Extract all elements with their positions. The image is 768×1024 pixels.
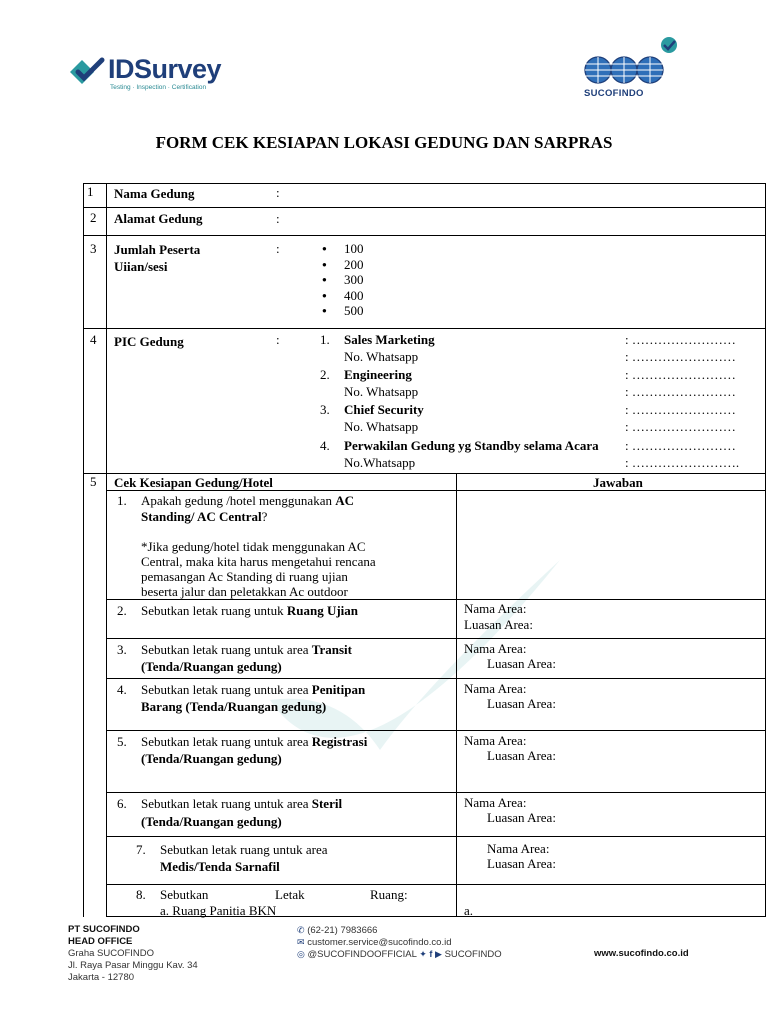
footer-website[interactable]: www.sucofindo.co.id [594, 948, 689, 959]
email-icon: ✉ [297, 937, 305, 947]
footer-phone: ✆ (62-21) 7983666 [297, 925, 378, 936]
question-number: 4. [117, 682, 127, 697]
row-number: 4 [90, 332, 97, 347]
pic-item-number: 2. [320, 367, 330, 382]
question-note: *Jika gedung/hotel tidak menggunakan AC [141, 539, 366, 554]
row-label-jumlah-peserta: Jumlah Peserta [114, 242, 201, 257]
facebook-icon: f [429, 949, 433, 959]
row-colon: : [276, 185, 280, 200]
answer-subitem[interactable]: a. [464, 903, 474, 918]
row-label-pic-gedung: PIC Gedung [114, 334, 184, 349]
participant-option: 100 [344, 241, 364, 256]
youtube-icon: ▶ [435, 949, 442, 959]
question-number: 7. [136, 842, 146, 857]
pic-item-dots: : …………………… [625, 419, 736, 434]
row-label-uiian-sesi: Uiian/sesi [114, 259, 168, 274]
question-text: Ruang: [370, 887, 408, 902]
question-text: Sebutkan letak ruang untuk area Steril [141, 796, 343, 811]
idsurvey-wordmark: IDSurvey [108, 54, 222, 84]
row-divider [106, 730, 766, 731]
question-text: Barang (Tenda/Ruangan gedung) [141, 699, 327, 714]
question-text: Sebutkan letak ruang untuk area Registrasi [141, 734, 368, 749]
pic-item-number: 3. [320, 402, 330, 417]
question-text: Sebutkan [160, 887, 209, 902]
pic-item-dots: : …………………… [625, 332, 736, 347]
row-label-nama-gedung: Nama Gedung [114, 186, 195, 201]
answer-luasan-area[interactable]: Luasan Area: [487, 810, 556, 825]
pic-item-dots: : …………………… [625, 402, 736, 417]
row-divider [106, 599, 766, 600]
pic-item-dots: : …………………… [625, 349, 736, 364]
pic-item-title: Chief Security [344, 402, 424, 417]
question-note: Central, maka kita harus mengetahui rencana [141, 554, 376, 569]
row-number: 1 [87, 184, 94, 199]
row-colon: : [276, 332, 280, 347]
twitter-icon: ✦ [419, 949, 427, 959]
footer-address: Jakarta - 12780 [68, 972, 135, 983]
bullet-icon: ● [322, 291, 327, 300]
answer-luasan-area[interactable]: Luasan Area: [487, 856, 556, 871]
question-text: Sebutkan letak ruang untuk area [160, 842, 328, 857]
pic-item-dots: : …………………… [625, 438, 736, 453]
pic-item-dots: : ……………………. [625, 455, 740, 470]
answer-nama-area[interactable]: Nama Area: [487, 841, 550, 856]
row-divider [83, 207, 766, 208]
question-text: Medis/Tenda Sarnafil [160, 859, 280, 874]
pic-item-title: Sales Marketing [344, 332, 435, 347]
row-number: 2 [90, 210, 97, 225]
pic-item-dots: : …………………… [625, 367, 736, 382]
row-colon: : [276, 241, 280, 256]
question-text: Sebutkan letak ruang untuk Ruang Ujian [141, 603, 359, 618]
row-divider [106, 490, 766, 491]
question-number: 2. [117, 603, 127, 618]
pic-item-whatsapp: No. Whatsapp [344, 349, 419, 364]
answer-nama-area[interactable]: Nama Area: [464, 795, 527, 810]
answer-luasan-area[interactable]: Luasan Area: [487, 696, 556, 711]
bullet-icon: ● [322, 275, 327, 284]
idsurvey-mark-icon [68, 56, 106, 88]
question-note: pemasangan Ac Standing di ruang ujian [141, 569, 348, 584]
pic-item-whatsapp: No.Whatsapp [344, 455, 416, 470]
question-text: Sebutkan letak ruang untuk area Transit [141, 642, 352, 657]
answer-nama-area[interactable]: Nama Area: [464, 601, 527, 616]
footer-social: ◎ @SUCOFINDOOFFICIAL ✦ f ▶ SUCOFINDO [297, 949, 502, 960]
participant-option: 200 [344, 257, 364, 272]
sucofindo-globe-icon [584, 50, 664, 90]
question-subitem: a. Ruang Panitia BKN [160, 903, 277, 918]
idsurvey-tagline: Testing · Inspection · Certification [110, 84, 207, 91]
footer-address: Jl. Raya Pasar Minggu Kav. 34 [68, 960, 198, 971]
answer-column-header: Jawaban [593, 475, 643, 490]
table-column-divider [106, 183, 107, 917]
participant-option: 300 [344, 272, 364, 287]
page-title: FORM CEK KESIAPAN LOKASI GEDUNG DAN SARPRAS [155, 133, 613, 152]
answer-nama-area[interactable]: Nama Area: [464, 681, 527, 696]
answer-column-divider [456, 473, 457, 917]
question-text: Apakah gedung /hotel menggunakan AC [141, 493, 355, 508]
participant-option: 500 [344, 303, 364, 318]
row-divider [106, 638, 766, 639]
row-divider [106, 836, 766, 837]
answer-nama-area[interactable]: Nama Area: [464, 641, 527, 656]
row-divider [83, 473, 766, 474]
pic-item-dots: : …………………… [625, 384, 736, 399]
pic-item-title: Engineering [344, 367, 412, 382]
phone-icon: ✆ [297, 925, 305, 935]
bullet-icon: ● [322, 244, 327, 253]
question-number: 1. [117, 493, 127, 508]
question-text: (Tenda/Ruangan gedung) [141, 814, 282, 829]
answer-luasan-area[interactable]: Luasan Area: [487, 656, 556, 671]
table-border-right [765, 183, 766, 917]
pic-item-number: 1. [320, 332, 330, 347]
row-number: 5 [90, 474, 97, 489]
question-number: 8. [136, 887, 146, 902]
row-divider [106, 792, 766, 793]
answer-luasan-area[interactable]: Luasan Area: [487, 748, 556, 763]
sucofindo-wordmark: SUCOFINDO [584, 88, 644, 99]
question-number: 3. [117, 642, 127, 657]
checklist-table [83, 183, 766, 917]
footer-email: ✉ customer.service@sucofindo.co.id [297, 937, 452, 948]
row-number: 3 [90, 241, 97, 256]
pic-item-title: Perwakilan Gedung yg Standby selama Acara [344, 438, 599, 453]
question-text: (Tenda/Ruangan gedung) [141, 751, 282, 766]
table-border-left [83, 183, 84, 917]
bullet-icon: ● [322, 260, 327, 269]
question-text: (Tenda/Ruangan gedung) [141, 659, 282, 674]
footer-company: PT SUCOFINDO [68, 924, 140, 935]
row-divider [83, 328, 766, 329]
row-divider [83, 235, 766, 236]
question-number: 6. [117, 796, 127, 811]
question-text: Sebutkan letak ruang untuk area Penitipan [141, 682, 366, 697]
pic-item-whatsapp: No. Whatsapp [344, 419, 419, 434]
row-divider [106, 678, 766, 679]
participant-option: 400 [344, 288, 364, 303]
row-divider [106, 884, 766, 885]
section-label-cek-kesiapan: Cek Kesiapan Gedung/Hotel [114, 475, 273, 490]
answer-luasan-area[interactable]: Luasan Area: [464, 617, 533, 632]
pic-item-number: 4. [320, 438, 330, 453]
footer-address: Graha SUCOFINDO [68, 948, 155, 959]
row-divider [83, 183, 766, 184]
bullet-icon: ● [322, 306, 327, 315]
answer-nama-area[interactable]: Nama Area: [464, 733, 527, 748]
question-text: Letak [275, 887, 305, 902]
pic-item-whatsapp: No. Whatsapp [344, 384, 419, 399]
footer-office: HEAD OFFICE [68, 936, 133, 947]
sucofindo-check-icon [660, 36, 680, 54]
question-number: 5. [117, 734, 127, 749]
row-label-alamat-gedung: Alamat Gedung [114, 211, 203, 226]
row-colon: : [276, 211, 280, 226]
question-note: beserta jalur dan peletakkan Ac outdoor [141, 584, 348, 599]
question-text: Standing/ AC Central? [141, 509, 268, 524]
instagram-icon: ◎ [297, 949, 305, 959]
